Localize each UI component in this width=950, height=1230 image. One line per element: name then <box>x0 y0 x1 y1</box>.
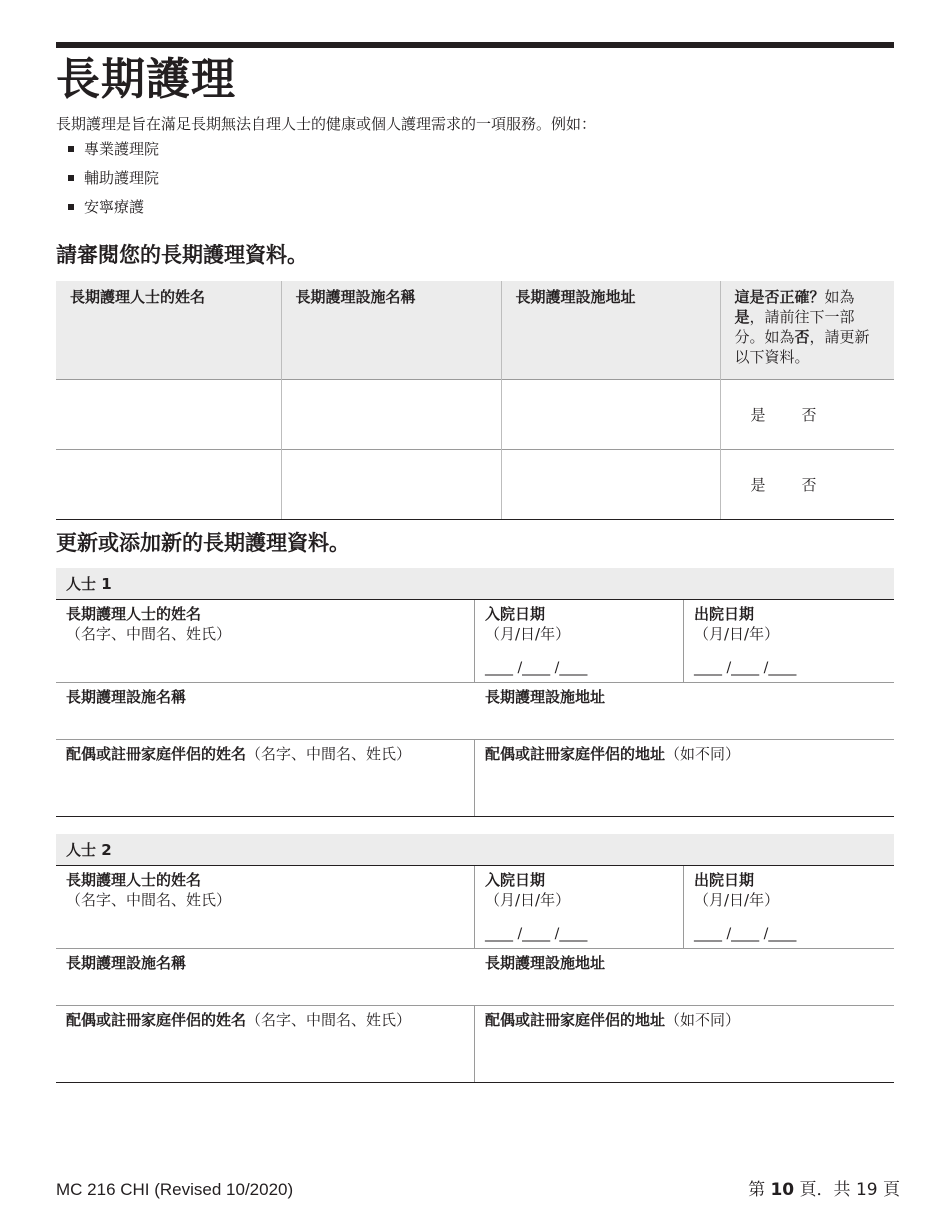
form-id: MC 216 CHI (Revised 10/2020) <box>56 1180 294 1199</box>
person-label: 人士 2 <box>56 834 894 866</box>
no-option[interactable]: 否 <box>801 475 817 494</box>
discharge-date-field[interactable]: 出院日期 （月/日/年） ____ /____ /____ <box>694 871 797 942</box>
discharge-date-field[interactable]: 出院日期 （月/日/年） ____ /____ /____ <box>694 605 797 676</box>
table-row <box>56 449 894 519</box>
person-name-cell[interactable] <box>56 449 281 519</box>
facility-address-field[interactable]: 長期護理設施地址 <box>485 688 606 706</box>
col-facility-address: 長期護理設施地址 <box>501 281 720 379</box>
review-table <box>56 281 894 520</box>
bullet-icon <box>68 175 74 181</box>
spouse-name-field[interactable]: 配偶或註冊家庭伴侶的姓名（名字、中間名、姓氏） <box>56 1006 475 1082</box>
facility-name-cell[interactable] <box>281 449 501 519</box>
person-name-field[interactable]: 長期護理人士的姓名 （名字、中間名、姓氏） <box>56 600 475 682</box>
update-heading: 更新或添加新的長期護理資料。 <box>56 531 350 555</box>
date-blank[interactable]: ____ /____ /____ <box>485 926 588 942</box>
col-facility-name: 長期護理設施名稱 <box>281 281 501 379</box>
review-heading: 請審閱您的長期護理資料。 <box>56 243 308 267</box>
list-item: 專業護理院 <box>68 139 159 159</box>
bullet-icon <box>68 146 74 152</box>
intro-text: 長期護理是旨在滿足長期無法自理人士的健康或個人護理需求的一項服務。例如： <box>56 115 597 133</box>
admit-date-field[interactable]: 入院日期 （月/日/年） ____ /____ /____ <box>475 866 684 948</box>
table-row <box>56 379 894 449</box>
person-name-field[interactable]: 長期護理人士的姓名 （名字、中間名、姓氏） <box>56 866 475 948</box>
yes-no-cell <box>720 379 894 449</box>
person-name-cell[interactable] <box>56 379 281 449</box>
no-option[interactable]: 否 <box>801 405 817 424</box>
person-2-block <box>56 834 894 1083</box>
facility-address-cell[interactable] <box>501 379 720 449</box>
yes-option[interactable]: 是 <box>750 405 766 424</box>
person-label: 人士 1 <box>56 568 894 600</box>
col-correct-check: 這是否正確？如為是，請前往下一部分。如為否，請更新以下資料。 <box>720 281 894 379</box>
facility-address-field[interactable]: 長期護理設施地址 <box>485 954 606 972</box>
facility-name-cell[interactable] <box>281 379 501 449</box>
date-blank[interactable]: ____ /____ /____ <box>694 660 797 676</box>
page-number: 第 10 頁．共 19 頁 <box>748 1180 900 1200</box>
list-item: 輔助護理院 <box>68 168 159 188</box>
page-title: 長期護理 <box>56 54 236 105</box>
spouse-address-field[interactable]: 配偶或註冊家庭伴侶的地址（如不同） <box>485 1011 741 1029</box>
facility-name-field[interactable]: 長期護理設施名稱 <box>66 954 187 972</box>
spouse-name-field[interactable]: 配偶或註冊家庭伴侶的姓名（名字、中間名、姓氏） <box>56 740 475 816</box>
bullet-icon <box>68 204 74 210</box>
facility-address-cell[interactable] <box>501 449 720 519</box>
examples-list <box>68 139 159 226</box>
date-blank[interactable]: ____ /____ /____ <box>485 660 588 676</box>
yes-no-cell <box>720 449 894 519</box>
col-person-name: 長期護理人士的姓名 <box>56 281 281 379</box>
admit-date-field[interactable]: 入院日期 （月/日/年） ____ /____ /____ <box>475 600 684 682</box>
list-item: 安寧療護 <box>68 197 159 217</box>
facility-name-field[interactable]: 長期護理設施名稱 <box>66 688 187 706</box>
date-blank[interactable]: ____ /____ /____ <box>694 926 797 942</box>
top-rule <box>56 42 894 48</box>
yes-option[interactable]: 是 <box>750 475 766 494</box>
spouse-address-field[interactable]: 配偶或註冊家庭伴侶的地址（如不同） <box>485 745 741 763</box>
table-header-row <box>56 281 894 379</box>
person-1-block <box>56 568 894 817</box>
